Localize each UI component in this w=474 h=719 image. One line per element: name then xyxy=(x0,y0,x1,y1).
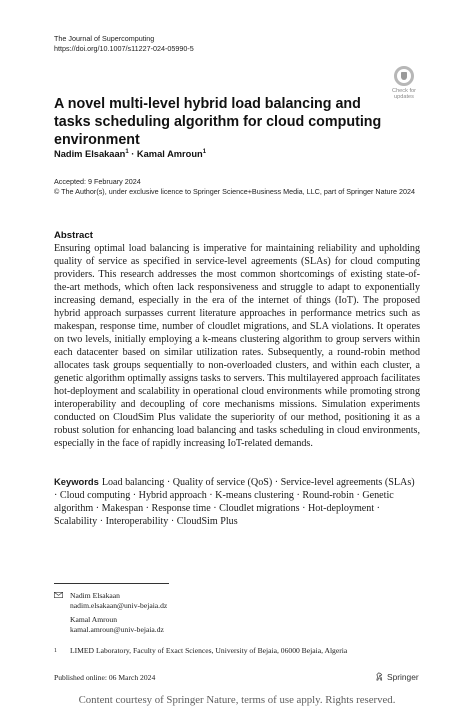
journal-name: The Journal of Supercomputing xyxy=(54,34,155,43)
contact-email[interactable]: kamal.amroun@univ-bejaia.dz xyxy=(70,625,164,635)
keywords-list: Load balancing · Quality of service (QoS) · Service-level agreements (SLAs) · Cloud computing · Hybrid approach · K-means clustering · Round-robin · Genetic algorithm · Makespan · Response time · Cloudlet migrations · Hot-deployment · Scalability · Interoperability · CloudSim Plus xyxy=(54,477,415,527)
author-name: Kamal Amroun xyxy=(136,149,203,160)
author-name: Nadim Elsakaan xyxy=(54,149,126,160)
abstract-heading: Abstract xyxy=(54,230,93,241)
check-for-updates-line1: Check for xyxy=(392,88,416,94)
author-affiliation-marker: 1 xyxy=(202,149,207,155)
contact-name: Nadim Elsakaan xyxy=(70,591,120,600)
paper-title: A novel multi-level hybrid load balancing and tasks scheduling algorithm for cloud computing environment xyxy=(54,96,382,148)
journal-header xyxy=(54,34,194,54)
check-for-updates-icon xyxy=(394,66,414,86)
published-date: Published online: 06 March 2024 xyxy=(54,673,156,682)
contact-entry xyxy=(70,591,167,611)
springer-horse-icon xyxy=(375,672,384,681)
author-affiliation-marker: 1 xyxy=(125,149,129,155)
keywords xyxy=(54,475,420,528)
article-meta xyxy=(54,177,434,197)
affiliation-number: 1 xyxy=(54,648,57,654)
copyright-notice: © The Author(s), under exclusive licence to Springer Science+Business Media, LLC, part of Springer Nature 2024 xyxy=(54,187,415,196)
author-separator: · xyxy=(128,149,137,160)
footnote-divider xyxy=(54,583,169,584)
affiliation xyxy=(54,646,347,656)
courtesy-notice: Content courtesy of Springer Nature, terms of use apply. Rights reserved. xyxy=(78,694,396,706)
contact-name: Kamal Amroun xyxy=(70,615,118,624)
envelope-icon xyxy=(54,592,63,598)
keywords-heading: Keywords xyxy=(54,476,99,487)
contact-entry xyxy=(70,615,164,635)
affiliation-text: LIMED Laboratory, Faculty of Exact Sciences, University of Bejaia, 06000 Bejaia, Algeria xyxy=(70,646,348,655)
author-list xyxy=(54,149,206,159)
publisher-logo xyxy=(375,672,419,682)
journal-doi[interactable]: https://doi.org/10.1007/s11227-024-05990-5 xyxy=(54,44,194,53)
accepted-date: Accepted: 9 February 2024 xyxy=(54,177,141,186)
contact-email[interactable]: nadim.elsakaan@univ-bejaia.dz xyxy=(70,601,168,611)
check-for-updates-line2: updates xyxy=(394,94,414,101)
publisher-name: Springer xyxy=(387,672,419,682)
abstract-body: Ensuring optimal load balancing is imperative for maintaining reliability and upholding quality of service as specified in service-level agreements (SLAs) for cloud computing providers. This research addresses the most common shortcomings of existing state-of-the-art methods, which often lack responsiveness and struggle to adapt to exponentially increasing demand, especially in the era of the internet of things (IoT). The proposed hybrid approach surpasses current literature approaches in performance metrics such as makespan, response time, number of cloudlet migrations, and SLA violations. It operates on two levels, initially employing a k-means clustering algorithm to group servers within each datacenter based on similar utilization rates. Subsequently, a round-robin method allocates task groups sequentially to non-overloaded clusters, and within each cluster, a genetic algorithm optimally assigns tasks to servers. This multilayered approach facilitates hot-deployment and scalability in operational cloud environments while promoting strong interoperability and decoupling of core mechanisms missions. Simulation experiments conducted on CloudSim Plus validate the superiority of our method, positioning it as a robust solution for enhancing load balancing and tasks scheduling in cloud environments, especially in the face of rapidly increasing IoT-related demands. xyxy=(54,243,420,449)
